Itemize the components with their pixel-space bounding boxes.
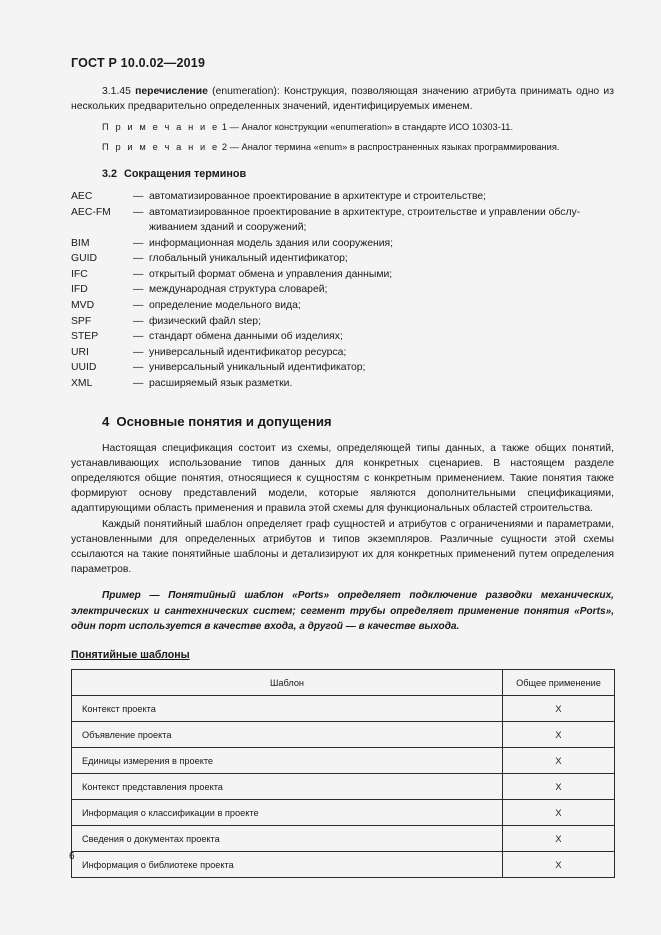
table-cell-mark: X: [503, 852, 615, 878]
table-header-pattern: Шаблон: [72, 670, 503, 696]
abbreviation-row: [71, 236, 614, 252]
abbreviation-value: международная структура словарей;: [149, 284, 328, 296]
abbreviation-dash: —: [133, 284, 144, 296]
abbreviation-row: [71, 314, 614, 330]
table-cell-mark: X: [503, 800, 615, 826]
heading-3-2-number: 3.2: [102, 167, 118, 180]
note-1-text: — Аналог конструкции «enumeration» в стандарте ИСО 10303-11.: [229, 122, 514, 133]
abbreviation-value: глобальный уникальный идентификатор;: [149, 253, 348, 265]
abbreviation-row: [71, 251, 614, 267]
table-row: [72, 748, 615, 774]
abbreviation-value: универсальный уникальный идентификатор;: [149, 362, 366, 374]
abbreviation-value: универсальный идентификатор ресурса;: [149, 346, 347, 358]
term-number: 3.1.45: [102, 86, 131, 97]
abbreviation-row: [71, 345, 614, 361]
abbreviation-dash: —: [133, 378, 144, 390]
running-head: ГОСТ Р 10.0.02—2019: [71, 56, 206, 70]
table-cell-pattern-name: Сведения о документах проекта: [72, 826, 503, 852]
table-cell-pattern-name: Контекст представления проекта: [72, 774, 503, 800]
abbreviation-key: URI: [71, 346, 89, 358]
patterns-table: [71, 669, 615, 878]
table-cell-pattern-name: Информация о классификации в проекте: [72, 800, 503, 826]
abbreviation-row: [71, 205, 614, 236]
section-4-example: Пример — Понятийный шаблон «Ports» определяет подключение разводки механических, электрических и сантехнических систем; сегмент трубы определяет применение понятия «Ports», один порт используется в качестве входа, а другой — в качестве выхода.: [71, 590, 614, 632]
abbreviation-key: IFD: [71, 284, 88, 296]
heading-3-2-title: Сокращения терминов: [124, 167, 247, 180]
term-name: перечисление: [135, 86, 208, 97]
abbreviation-key: BIM: [71, 237, 90, 249]
term-definition-text: Конструкция, позволяющая значению атрибута принимать одно из нескольких предварительно определенных значений, идентифицируемых именем.: [71, 86, 614, 113]
abbreviation-row: [71, 282, 614, 298]
page-content: [71, 84, 614, 878]
abbreviation-key: AEC-FM: [71, 206, 111, 218]
table-cell-mark: X: [503, 748, 615, 774]
heading-section-4-number: 4: [102, 413, 110, 429]
table-cell-mark: X: [503, 722, 615, 748]
abbreviation-dash: —: [133, 362, 144, 374]
abbreviation-value: автоматизированное проектирование в архитектуре и строительстве;: [149, 190, 487, 202]
abbreviation-key: SPF: [71, 315, 92, 327]
abbreviation-list: [71, 189, 614, 392]
note-2: [71, 140, 614, 154]
abbreviation-row: [71, 267, 614, 283]
abbreviation-key: XML: [71, 378, 93, 390]
note-2-number: 2: [221, 141, 228, 152]
abbreviation-dash: —: [133, 315, 144, 327]
abbreviation-value: открытый формат обмена и управления данными;: [149, 268, 393, 280]
term-english: (enumeration):: [212, 86, 280, 97]
abbreviation-row: [71, 329, 614, 345]
note-1: [71, 120, 614, 134]
table-row: [72, 800, 615, 826]
abbreviation-value-line1: автоматизированное проектирование в архитектуре, строительстве и управлении обслу-: [149, 206, 581, 218]
table-header-common-use: Общее применение: [503, 670, 615, 696]
table-cell-pattern-name: Единицы измерения в проекте: [72, 748, 503, 774]
abbreviation-key: IFC: [71, 268, 88, 280]
abbreviation-row: [71, 376, 614, 392]
abbreviation-value: физический файл step;: [149, 315, 261, 327]
table-cell-mark: X: [503, 696, 615, 722]
table-row: [72, 852, 615, 878]
table-row: [72, 774, 615, 800]
heading-3-2: [102, 168, 614, 180]
abbreviation-dash: —: [133, 268, 144, 280]
table-row: [72, 722, 615, 748]
table-cell-pattern-name: Информация о библиотеке проекта: [72, 852, 503, 878]
table-row: [72, 826, 615, 852]
abbreviation-key: STEP: [71, 331, 99, 343]
term-definition-paragraph: [71, 84, 614, 114]
table-cell-mark: X: [503, 774, 615, 800]
patterns-table-caption-wrap: [71, 634, 614, 669]
abbreviation-dash: —: [133, 300, 144, 312]
abbreviation-key: AEC: [71, 190, 93, 202]
section-4-paragraph-1: Настоящая спецификация состоит из схемы, определяющей типы данных, а также общих понятий, устанавливающих использование типов данных для конкретных сценариев. В настоящем разделе определяются общие понятия, относящиеся к сущностям с конкретным применением. Такие понятия также формируют основу представлений модели, которые являются дополнительными спецификациями, адаптирующими область применения и правила этой схемы для функциональных областей строительства.: [71, 442, 614, 515]
abbreviation-dash: —: [133, 331, 144, 343]
patterns-table-caption: Понятийные шаблоны: [71, 649, 190, 662]
table-cell-mark: X: [503, 826, 615, 852]
table-cell-pattern-name: Объявление проекта: [72, 722, 503, 748]
abbreviation-row: [71, 189, 614, 205]
note-1-label: П р и м е ч а н и е: [102, 122, 220, 133]
abbreviation-value: расширяемый язык разметки.: [149, 378, 293, 390]
abbreviation-value: [149, 205, 614, 236]
abbreviation-dash: —: [133, 346, 144, 358]
abbreviation-key: UUID: [71, 362, 97, 374]
abbreviation-key: GUID: [71, 253, 97, 265]
note-1-number: 1: [221, 122, 228, 133]
abbreviation-value-line2: живанием зданий и сооружений;: [149, 222, 307, 234]
table-row: [72, 696, 615, 722]
page-number: 6: [69, 851, 75, 862]
table-cell-pattern-name: Контекст проекта: [72, 696, 503, 722]
heading-section-4-title: Основные понятия и допущения: [116, 413, 332, 429]
abbreviation-row: [71, 360, 614, 376]
abbreviation-dash: —: [133, 253, 144, 265]
table-header-row: [72, 670, 615, 696]
section-4-paragraph-2: Каждый понятийный шаблон определяет граф сущностей и атрибутов с ограничениями и параметрами, установленными для определенных атрибутов и типов экземпляров. Различные сущности этой схемы ссылаются на такие понятийные шаблоны и детализируют их для конкретных применений путем определения параметров.: [71, 518, 614, 576]
abbreviation-dash: —: [133, 190, 144, 202]
abbreviation-key: MVD: [71, 300, 95, 312]
abbreviation-row: [71, 298, 614, 314]
note-2-label: П р и м е ч а н и е: [102, 141, 220, 152]
abbreviation-dash: —: [133, 206, 144, 218]
abbreviation-value: стандарт обмена данными об изделиях;: [149, 331, 343, 343]
note-2-text: — Аналог термина «enum» в распространенных языках программирования.: [229, 141, 560, 152]
abbreviation-value: определение модельного вида;: [149, 300, 301, 312]
abbreviation-dash: —: [133, 237, 144, 249]
heading-section-4: [102, 414, 614, 429]
abbreviation-value: информационная модель здания или сооружения;: [149, 237, 394, 249]
